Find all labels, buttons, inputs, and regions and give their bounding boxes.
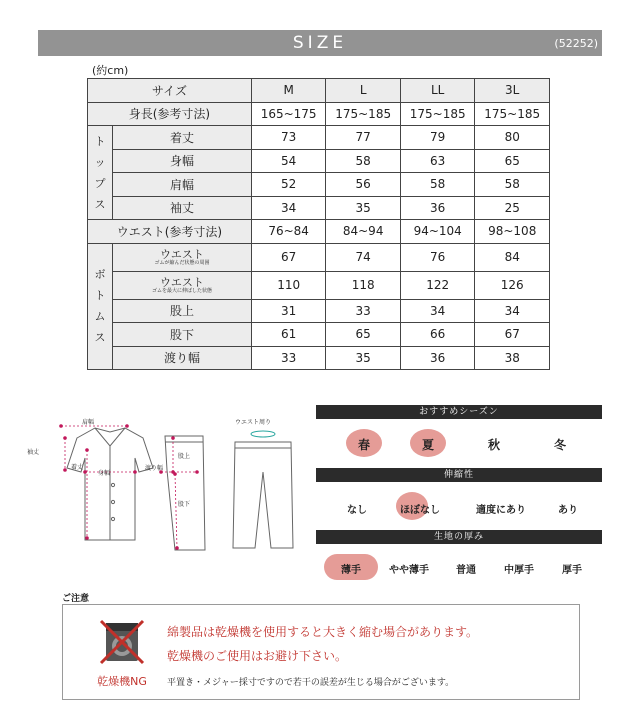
row-label: 渡り幅 xyxy=(113,346,252,370)
season-title: おすすめシーズン xyxy=(316,405,602,419)
table-cell: 61 xyxy=(251,323,326,347)
table-cell: 36 xyxy=(400,196,475,220)
row-label-main: ウエスト xyxy=(159,275,204,289)
table-cell: 77 xyxy=(326,126,401,150)
tops-group-text: ト ッ プ ス xyxy=(94,134,106,211)
row-label: 身長(参考寸法) xyxy=(88,102,252,126)
table-cell: 67 xyxy=(251,243,326,271)
table-cell: 175~185 xyxy=(400,102,475,126)
table-cell: 34 xyxy=(251,196,326,220)
table-cell: 175~185 xyxy=(475,102,550,126)
stretch-none: なし xyxy=(347,505,367,516)
table-cell: 35 xyxy=(326,346,401,370)
stretch-options xyxy=(316,492,602,522)
table-cell: 56 xyxy=(326,173,401,197)
table-row xyxy=(88,299,550,323)
size-table xyxy=(87,78,550,370)
table-cell: 33 xyxy=(251,346,326,370)
shoulder-label: 肩幅 xyxy=(82,419,95,426)
size-header: L xyxy=(326,79,401,103)
row-label xyxy=(113,243,252,271)
thickness-thin: 薄手 xyxy=(341,565,361,576)
inseam-label: 股下 xyxy=(178,501,191,508)
table-cell: 58 xyxy=(326,149,401,173)
shirt-illustration xyxy=(67,428,153,540)
row-label: 着丈 xyxy=(113,126,252,150)
row-label: 股上 xyxy=(113,299,252,323)
table-cell: 36 xyxy=(400,346,475,370)
chest-label: 身幅 xyxy=(98,470,111,477)
table-row xyxy=(88,126,550,150)
length-label: 着丈 xyxy=(71,464,84,471)
waist-measure-arrow xyxy=(251,431,275,437)
unit-label: (約cm) xyxy=(92,64,129,77)
table-cell: 76 xyxy=(400,243,475,271)
table-cell: 34 xyxy=(400,299,475,323)
table-row xyxy=(88,173,550,197)
season-options xyxy=(316,428,602,458)
thickness-title: 生地の厚み xyxy=(316,530,602,544)
table-row xyxy=(88,220,550,244)
tops-group-label xyxy=(88,126,113,220)
season-autumn: 秋 xyxy=(487,438,500,452)
table-cell: 74 xyxy=(326,243,401,271)
notice-line-2: 乾燥機のご使用はお避け下さい。 xyxy=(167,649,348,663)
table-cell: 80 xyxy=(475,126,550,150)
stretch-yes: あり xyxy=(558,505,578,516)
table-cell: 175~185 xyxy=(326,102,401,126)
table-cell: 54 xyxy=(251,149,326,173)
thickness-thick: 厚手 xyxy=(562,565,582,576)
table-cell: 66 xyxy=(400,323,475,347)
size-header: 3L xyxy=(475,79,550,103)
row-label-note: ゴムが縮んだ状態の周囲 xyxy=(154,259,210,266)
measurement-diagram xyxy=(25,410,315,560)
notice-box xyxy=(62,604,580,700)
row-label: 袖丈 xyxy=(113,196,252,220)
size-title: SIZE xyxy=(292,33,348,53)
notice-line-3: 平置き・メジャー採寸ですので若干の誤差が生じる場合がございます。 xyxy=(167,678,455,688)
table-cell: 84 xyxy=(475,243,550,271)
table-cell: 52 xyxy=(251,173,326,197)
thickness-normal: 普通 xyxy=(456,565,476,576)
row-label xyxy=(113,271,252,299)
thickness-slightly-thin: やや薄手 xyxy=(389,565,429,576)
season-summer: 夏 xyxy=(421,438,434,452)
shirt-measure-lines xyxy=(59,424,137,540)
table-cell: 25 xyxy=(475,196,550,220)
table-row xyxy=(88,346,550,370)
table-cell: 76~84 xyxy=(251,220,326,244)
thigh-label: 渡り幅 xyxy=(145,465,164,472)
no-dryer-icon xyxy=(97,617,147,667)
table-cell: 126 xyxy=(475,271,550,299)
waist-around-label: ウエスト周り xyxy=(235,419,272,426)
table-cell: 94~104 xyxy=(400,220,475,244)
row-label: ウエスト(参考寸法) xyxy=(88,220,252,244)
stretch-moderate: 適度にあり xyxy=(476,505,526,516)
bottoms-group-text: ボ ト ム ス xyxy=(94,268,106,345)
size-header: LL xyxy=(400,79,475,103)
table-row xyxy=(88,243,550,271)
table-cell: 110 xyxy=(251,271,326,299)
row-label: 身幅 xyxy=(113,149,252,173)
table-cell: 33 xyxy=(326,299,401,323)
notice-title: ご注意 xyxy=(62,594,90,604)
table-row xyxy=(88,196,550,220)
row-label-note: ゴムを最大に伸ばした状態 xyxy=(151,287,212,294)
table-cell: 63 xyxy=(400,149,475,173)
table-row xyxy=(88,102,550,126)
stretch-title: 伸縮性 xyxy=(316,468,602,482)
sleeve-label: 袖丈 xyxy=(27,449,40,456)
table-cell: 65 xyxy=(326,323,401,347)
table-row xyxy=(88,149,550,173)
stretch-almost-none: ほぼなし xyxy=(400,505,440,516)
table-cell: 58 xyxy=(400,173,475,197)
table-cell: 38 xyxy=(475,346,550,370)
table-cell: 73 xyxy=(251,126,326,150)
size-header-bar xyxy=(38,30,602,56)
table-cell: 65 xyxy=(475,149,550,173)
table-cell: 31 xyxy=(251,299,326,323)
season-spring: 春 xyxy=(357,438,370,452)
table-header-row xyxy=(88,79,550,103)
row-label: 肩幅 xyxy=(113,173,252,197)
size-header: M xyxy=(251,79,326,103)
table-cell: 34 xyxy=(475,299,550,323)
no-dryer-label: 乾燥機NG xyxy=(97,675,147,688)
table-cell: 165~175 xyxy=(251,102,326,126)
season-winter: 冬 xyxy=(553,438,566,452)
row-label-main: ウエスト xyxy=(159,247,204,261)
table-cell: 118 xyxy=(326,271,401,299)
table-row xyxy=(88,323,550,347)
table-row xyxy=(88,271,550,299)
notice-line-1: 綿製品は乾燥機を使用すると大きく縮む場合があります。 xyxy=(167,625,479,639)
thickness-medium-thick: 中厚手 xyxy=(504,565,534,576)
table-cell: 67 xyxy=(475,323,550,347)
row-label: 股下 xyxy=(113,323,252,347)
table-cell: 98~108 xyxy=(475,220,550,244)
bottoms-group-label xyxy=(88,243,113,370)
rise-label: 股上 xyxy=(178,453,191,460)
thickness-options xyxy=(316,553,606,583)
pants-front-illustration xyxy=(233,442,293,548)
table-cell: 79 xyxy=(400,126,475,150)
size-column-header: サイズ xyxy=(88,79,252,103)
table-cell: 58 xyxy=(475,173,550,197)
table-cell: 122 xyxy=(400,271,475,299)
product-code: (52252) xyxy=(554,37,598,50)
table-cell: 35 xyxy=(326,196,401,220)
table-cell: 84~94 xyxy=(326,220,401,244)
